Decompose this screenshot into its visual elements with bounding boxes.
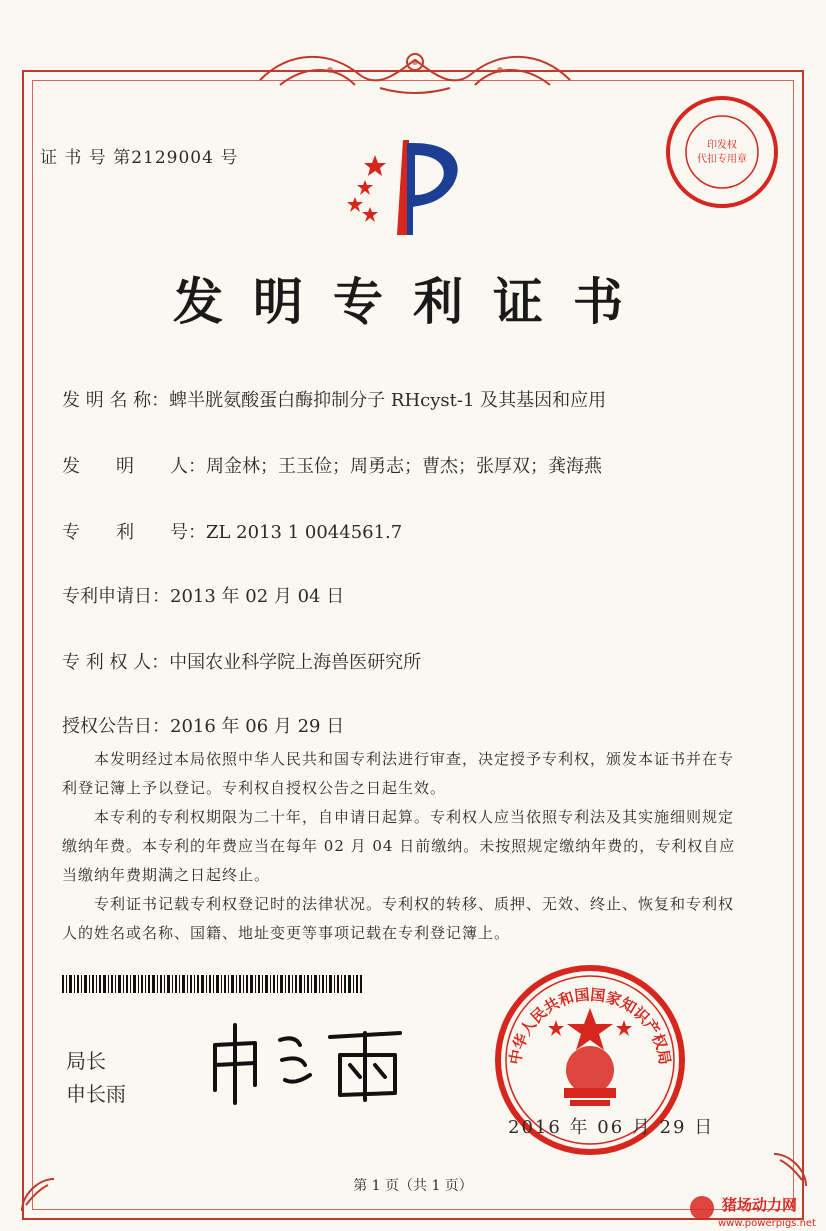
filing-date-label: 专利申请日：	[62, 586, 170, 607]
paragraph-2: 本专利的专利权期限为二十年，自申请日起算。专利权人应当依照专利法及其实施细则规定缴纳年费。本专利的年费应当在每年 02 月 04 日前缴纳。未按照规定缴纳年费的，专利权自应当缴纳年费期满之日起终止。	[62, 808, 736, 884]
signature	[200, 1015, 420, 1105]
svg-text:印发权: 印发权	[707, 140, 737, 151]
grant-date-value: 2016 年 06 月 29 日	[170, 716, 345, 737]
issue-date: 2016 年 06 月 29 日	[508, 1117, 715, 1138]
paragraph-3: 专利证书记载专利权登记时的法律状况。专利权的转移、质押、无效、终止、恢复和专利权人的姓名或名称、国籍、地址变更等事项记载在专利登记簿上。	[62, 895, 735, 942]
patentee-row	[62, 648, 421, 674]
chief-title: 局长	[66, 1049, 106, 1073]
chief-name: 申长雨	[66, 1082, 126, 1106]
invention-name-value: 蜱半胱氨酸蛋白酶抑制分子 RHcyst-1 及其基因和应用	[169, 390, 607, 411]
patentee-label: 专 利 权 人：	[62, 652, 170, 673]
filing-date-value: 2013 年 02 月 04 日	[170, 586, 345, 607]
patent-office-logo	[335, 135, 475, 245]
paragraph-1: 本发明经过本局依照中华人民共和国专利法进行审查，决定授予专利权，颁发本证书并在专利登记簿上予以登记。专利权自授权公告之日起生效。	[62, 750, 735, 797]
site-watermark	[688, 1190, 824, 1230]
top-ornament	[250, 40, 580, 100]
invention-name-label: 发 明 名 称：	[62, 390, 170, 411]
barcode	[62, 975, 362, 993]
page-number: 第 1 页（共 1 页）	[353, 1178, 473, 1194]
grant-date-row	[62, 712, 344, 738]
invention-name-row	[62, 386, 606, 412]
watermark-url: www.powerpigs.net	[718, 1218, 816, 1229]
watermark-site-name: 猪场动力网	[722, 1196, 798, 1214]
agency-seal	[662, 92, 782, 212]
patent-number-value: ZL 2013 1 0044561.7	[206, 522, 403, 543]
patent-number-label: 专 利 号：	[62, 522, 206, 543]
filing-date-row	[62, 582, 344, 608]
grant-date-label: 授权公告日：	[62, 716, 170, 737]
certificate-number: 证 书 号 第2129004 号	[40, 148, 239, 168]
document-title: 发明专利证书	[173, 273, 653, 331]
inventor-row	[62, 452, 602, 478]
patent-number-row	[62, 518, 402, 544]
patentee-value: 中国农业科学院上海兽医研究所	[169, 652, 422, 673]
svg-text:代扣专用章: 代扣专用章	[697, 154, 747, 165]
seal-text: 中华人民共和国国家知识产权局	[505, 985, 675, 1066]
inventor-value: 周金林；王玉俭；周勇志；曹杰；张厚双；龚海燕	[206, 456, 602, 477]
inventor-label: 发 明 人：	[62, 456, 206, 477]
